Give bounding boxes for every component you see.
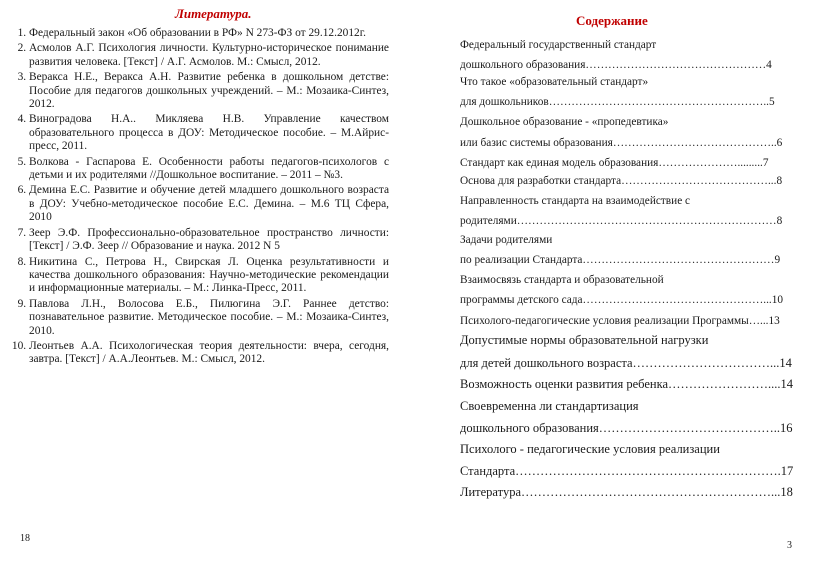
toc-line: Что такое «образовательный стандарт» xyxy=(460,76,649,88)
toc-line: для детей дошкольного возраста……………………………...14 xyxy=(460,356,792,370)
toc-line: родителями……………………………………………………………8 xyxy=(460,215,783,227)
toc-line: дошкольного образования…………………………………………4 xyxy=(460,59,772,71)
reference-item: 1. Федеральный закон «Об образовании в РФ» N 273-ФЗ от 29.12.2012г. xyxy=(29,27,389,40)
reference-item: 5. Волкова - Гаспарова Е. Особенности работы педагогов-психологов с детьми и их родителями //Дошкольное воспитание. – 2011 – №3. xyxy=(29,156,389,183)
toc-line: программы детского сада…………………………………………...10 xyxy=(460,294,784,306)
toc-line: Возможность оценки развития ребенка……………………....14 xyxy=(460,377,794,391)
page-number-left: 18 xyxy=(20,533,30,544)
reference-item: 6. Демина Е.С. Развитие и обучение детей младшего дошкольного возраста в ДОУ: Учебно-методическое пособие Е.С. Демина. – М.6 ТЦ Сфера, 2010 xyxy=(29,184,389,224)
toc-line: Психолого-педагогические условия реализации Программы…...13 xyxy=(460,315,780,327)
toc-line: Направленность стандарта на взаимодействие с xyxy=(460,195,691,207)
toc-line: дошкольного образования……………………………………..16 xyxy=(460,421,793,435)
reference-list xyxy=(12,27,389,369)
reference-item: 8. Никитина С., Петрова Н., Свирская Л. Оценка результативности и качества дошкольного образования: Научно-методические рекомендации и информационные материалы. – М.: Линка-Пресс, 2011. xyxy=(29,256,389,296)
contents-title: Содержание xyxy=(576,13,648,28)
reference-item: 9. Павлова Л.Н., Волосова Е.Б., Пилюгина Э.Г. Раннее детство: познавательное развитие. Методическое пособие. – М.: Мозаика-Синтез, 2010. xyxy=(29,298,389,338)
toc-line: или базис системы образования……………………………………..6 xyxy=(460,137,783,149)
toc-line: Своевременна ли стандартизация xyxy=(460,399,639,413)
reference-item: 10. Леонтьев А.А. Психологическая теория деятельности: вчера, сегодня, завтра. [Текст] / А.А.Леонтьев. М.: Смысл, 2012. xyxy=(29,340,389,367)
reference-item: 4. Виноградова Н.А.. Микляева Н.В. Управление качеством образовательного процесса в ДОУ: Методическое пособие. – М.Айрис-пресс, 2011. xyxy=(29,113,389,153)
toc-line: Литература……………………………………………………...18 xyxy=(460,485,793,499)
toc-line: Психолого - педагогические условия реализации xyxy=(460,442,720,456)
toc-line: для дошкольников…………………………………………………..5 xyxy=(460,96,775,108)
toc-line: Основа для разработки стандарта…………………………………...8 xyxy=(460,175,783,187)
toc-line: Дошкольное образование - «пропедевтика» xyxy=(460,116,669,128)
toc-line: Федеральный государственный стандарт xyxy=(460,39,657,51)
reference-item: 7. Зеер Э.Ф. Профессионально-образовательное пространство личности: [Текст] / Э.Ф. Зеер // Образование и наука. 2012 N 5 xyxy=(29,227,389,254)
literature-title: Литература. xyxy=(175,6,252,21)
reference-item: 2. Асмолов А.Г. Психология личности. Культурно-историческое понимание развития человека. [Текст] / А.Г. Асмолов. М.: Смысл, 2012. xyxy=(29,42,389,69)
reference-item: 3. Веракса Н.Е., Веракса А.Н. Развитие ребенка в дошкольном детстве: Пособие для педагогов дошкольных учреждений. – М.: Мозаика-Синтез, 2012. xyxy=(29,71,389,111)
toc-line: Допустимые нормы образовательной нагрузки xyxy=(460,333,709,347)
toc-line: по реализации Стандарта……………………………………………9 xyxy=(460,254,781,266)
page-number-right: 3 xyxy=(787,540,792,551)
right-page xyxy=(408,0,816,570)
toc-line: Стандарт как единая модель образования………………….........7 xyxy=(460,157,769,169)
toc-line: Стандарта……………………………………………………….17 xyxy=(460,464,794,478)
toc-line: Взаимосвязь стандарта и образовательной xyxy=(460,274,664,286)
toc-line: Задачи родителями xyxy=(460,234,553,246)
